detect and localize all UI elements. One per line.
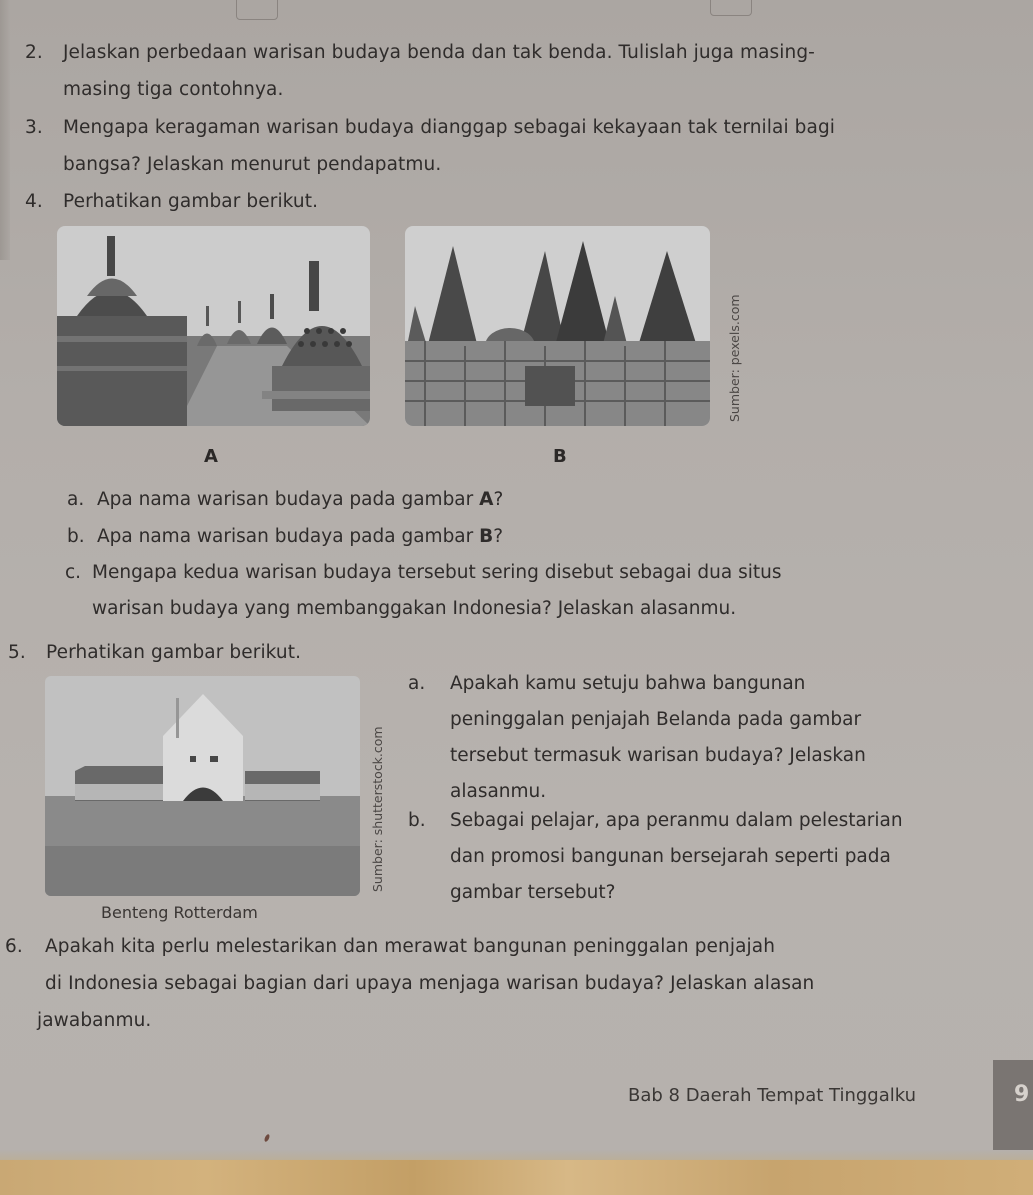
sub-label: c. (65, 562, 82, 583)
figure-5-credit: Sumber: shutterstock.com (370, 726, 385, 892)
fort-illustration (45, 676, 360, 896)
question-number: 5. (8, 642, 26, 663)
sub-text: ? (493, 489, 504, 510)
question-text-line: di Indonesia sebagai bagian dari upaya menjaga warisan budaya? Jelaskan alasan (45, 973, 815, 994)
page-number-tab (993, 1060, 1033, 1156)
question-text-line: Mengapa keragaman warisan budaya dianggap sebagai kekayaan tak ternilai bagi (63, 117, 836, 138)
benteng-rotterdam-photo (45, 676, 360, 896)
sub-text-bold: A (479, 489, 494, 510)
question-number: 4. (25, 191, 43, 212)
question-6 (5, 928, 1030, 1039)
temple-illustration (405, 226, 710, 426)
sub-text-line: alasanmu. (450, 781, 547, 802)
figure-caption: Benteng Rotterdam (101, 903, 258, 922)
figure-a-photo (57, 226, 370, 426)
checkbox-box (236, 0, 278, 20)
sub-text-line: gambar tersebut? (450, 882, 616, 903)
question-text-line: Apakah kita perlu melestarikan dan merawat bangunan peninggalan penjajah (45, 936, 776, 957)
figure-b-label: B (553, 446, 567, 467)
question-text-line: bangsa? Jelaskan menurut pendapatmu. (63, 154, 442, 175)
sub-label: b. (67, 526, 85, 547)
page-number: 9 (1014, 1082, 1030, 1107)
sub-text: Apa nama warisan budaya pada gambar (97, 526, 480, 547)
sub-label: b. (408, 810, 426, 831)
sub-text-line: Mengapa kedua warisan budaya tersebut sering disebut sebagai dua situs (92, 562, 782, 583)
question-4b (67, 519, 997, 555)
sub-text: ? (493, 526, 504, 547)
question-text-line: Jelaskan perbedaan warisan budaya benda dan tak benda. Tulislah juga masing- (63, 42, 815, 63)
chapter-footer: Bab 8 Daerah Tempat Tinggalku (628, 1085, 917, 1106)
sub-label: a. (67, 489, 85, 510)
question-prompt: Perhatikan gambar berikut. (63, 191, 319, 212)
question-number: 3. (25, 117, 43, 138)
checkbox-box (710, 0, 752, 16)
sub-text-line: Sebagai pelajar, apa peranmu dalam pelestarian (450, 810, 903, 831)
figure-4-credit: Sumber: pexels.com (727, 294, 742, 422)
question-4c (65, 555, 992, 627)
sub-text-line: warisan budaya yang membanggakan Indonesia? Jelaskan alasanmu. (92, 598, 737, 619)
question-2 (25, 34, 1023, 108)
question-4a (67, 482, 997, 518)
sub-text-line: Apakah kamu setuju bahwa bangunan (450, 673, 806, 694)
sub-text: Apa nama warisan budaya pada gambar (97, 489, 480, 510)
small-insect (263, 1134, 270, 1143)
sub-label: a. (408, 673, 426, 694)
question-text-line: masing tiga contohnya. (63, 79, 284, 100)
stupa-illustration (57, 226, 370, 426)
question-text-line: jawabanmu. (37, 1010, 152, 1031)
sub-text-bold: B (479, 526, 494, 547)
wooden-table (0, 1160, 1033, 1195)
question-5a (408, 666, 1020, 810)
question-4 (25, 183, 1023, 220)
question-number: 6. (5, 936, 23, 957)
question-3 (25, 109, 1023, 183)
figure-b-photo (405, 226, 710, 426)
sub-text-line: tersebut termasuk warisan budaya? Jelaskan (450, 745, 866, 766)
sub-text-line: peninggalan penjajah Belanda pada gambar (450, 709, 862, 730)
sub-text-line: dan promosi bangunan bersejarah seperti pada (450, 846, 891, 867)
question-prompt: Perhatikan gambar berikut. (46, 642, 302, 663)
question-5b (408, 803, 1030, 911)
previous-page-edge (0, 0, 10, 260)
figure-a-label: A (204, 446, 218, 467)
question-number: 2. (25, 42, 43, 63)
